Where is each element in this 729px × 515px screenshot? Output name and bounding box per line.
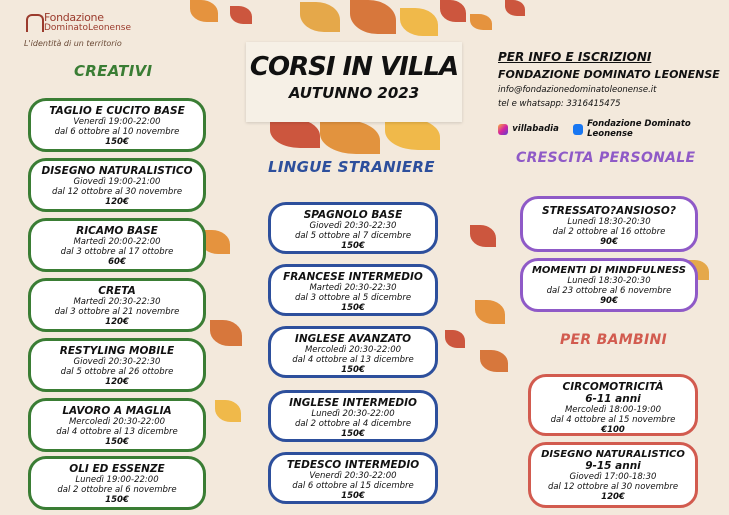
leaf-decoration [350,0,396,34]
info-heading: PER INFO E ISCRIZIONI [498,50,652,64]
logo-line1: Fondazione [44,11,104,24]
page-subtitle: AUTUNNO 2023 [288,84,420,102]
info-phone: tel e whatsapp: 3316415475 [498,99,621,109]
contact-info [498,50,729,139]
facebook-handle[interactable]: Fondazione Dominato Leonense [587,119,691,139]
course-card[interactable]: CIRCOMOTRICITÀ 6-11 anni Mercoledì 18:00-19:00 dal 4 ottobre al 15 novembre €100 [528,374,698,436]
course-card[interactable]: TEDESCO INTERMEDIO Venerdì 20:30-22:00 dal 6 ottobre al 15 dicembre 150€ [268,452,438,504]
leaf-decoration [270,118,320,148]
course-card[interactable]: INGLESE AVANZATO Mercoledì 20:30-22:00 dal 4 ottobre al 13 dicembre 150€ [268,326,438,378]
leaf-decoration [470,14,492,30]
facebook-icon [573,124,583,135]
course-card[interactable]: DISEGNO NATURALISTICO Giovedì 19:00-21:00 dal 12 ottobre al 30 novembre 120€ [28,158,206,212]
leaf-decoration [470,225,496,247]
info-org: FONDAZIONE DOMINATO LEONENSE [498,68,720,81]
course-card[interactable]: INGLESE INTERMEDIO Lunedì 20:30-22:00 dal 2 ottobre al 4 dicembre 150€ [268,390,438,442]
instagram-icon [498,124,508,135]
course-card[interactable]: TAGLIO E CUCITO BASE Venerdì 19:00-22:00 dal 6 ottobre al 10 novembre 150€ [28,98,206,152]
info-email[interactable]: info@fondazionedominatoleonense.it [498,85,657,95]
course-card[interactable]: CRETA Martedì 20:30-22:30 dal 3 ottobre al 21 novembre 120€ [28,278,206,332]
leaf-decoration [440,0,466,22]
leaf-decoration [215,400,241,422]
leaf-decoration [320,120,380,154]
leaf-decoration [385,118,440,150]
foundation-logo [22,12,142,52]
course-card[interactable]: STRESSATO?ANSIOSO? Lunedì 18:30-20:30 dal 2 ottobre al 16 ottobre 90€ [520,196,698,252]
logo-tagline: L'identità di un territorio [24,39,122,48]
section-bambini: PER BAMBINI [560,332,668,348]
course-card[interactable]: DISEGNO NATURALISTICO 9-15 anni Giovedì 17:00-18:30 dal 12 ottobre al 30 novembre 120€ [528,442,698,508]
course-card[interactable]: FRANCESE INTERMEDIO Martedì 20:30-22:30 dal 3 ottobre al 5 dicembre 150€ [268,264,438,316]
leaf-decoration [505,0,525,16]
course-card[interactable]: LAVORO A MAGLIA Mercoledì 20:30-22:00 dal 4 ottobre al 13 dicembre 150€ [28,398,206,452]
logo-line2: DominatoLeonense [44,23,132,33]
leaf-decoration [230,6,252,24]
section-lingue: LINGUE STRANIERE [268,158,435,176]
page-title: CORSI IN VILLA [249,52,459,82]
leaf-decoration [475,300,505,324]
instagram-handle[interactable]: villabadia [512,124,559,134]
social-row [498,119,729,139]
section-crescita: CRESCITA PERSONALE [516,150,696,166]
leaf-decoration [480,350,508,372]
course-card[interactable]: OLI ED ESSENZE Lunedì 19:00-22:00 dal 2 ottobre al 6 novembre 150€ [28,456,206,510]
leaf-decoration [210,320,242,346]
leaf-decoration [445,330,465,348]
course-card[interactable]: MOMENTI DI MINDFULNESS Lunedì 18:30-20:30 dal 23 ottobre al 6 novembre 90€ [520,258,698,312]
course-card[interactable]: RICAMO BASE Martedì 20:00-22:00 dal 3 ottobre al 17 ottobre 60€ [28,218,206,272]
course-card[interactable]: SPAGNOLO BASE Giovedì 20:30-22:30 dal 5 ottobre al 7 dicembre 150€ [268,202,438,254]
leaf-decoration [300,2,340,32]
section-creativi: CREATIVI [74,62,153,80]
leaf-decoration [190,0,218,22]
course-card[interactable]: RESTYLING MOBILE Giovedì 20:30-22:30 dal 5 ottobre al 26 ottobre 120€ [28,338,206,392]
leaf-decoration [400,8,438,36]
title-box [246,42,462,122]
house-icon [26,14,44,32]
